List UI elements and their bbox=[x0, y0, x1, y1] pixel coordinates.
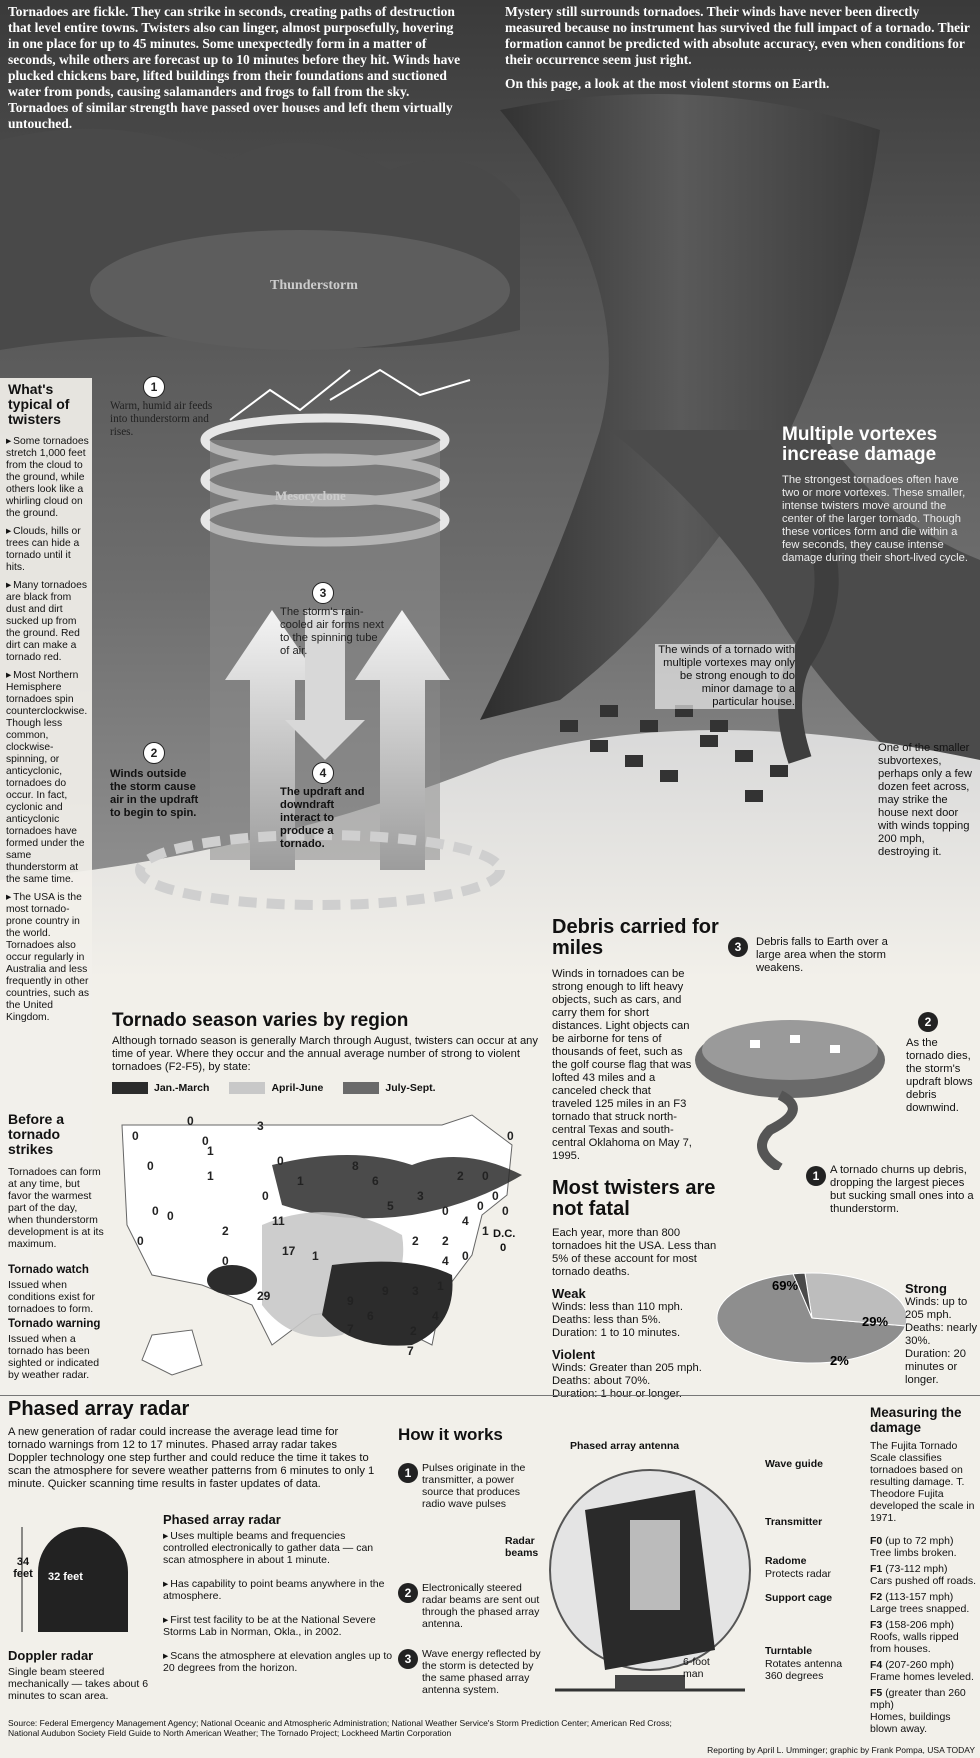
debris-body: Winds in tornadoes can be strong enough to lift heavy objects, such as cars, and carry them for short distances. Light objects can be airborne for tens of thousands of feet, such as the golf course flag that was lofted 43 miles and a canceled check that traveled 125 miles in an F3 tornado that struck north-central Texas and south-central Oklahoma on May 7, 1995. bbox=[552, 968, 692, 1162]
scale-row: F0 (up to 72 mph) Tree limbs broken. bbox=[870, 1535, 957, 1559]
violent-line-1: Winds: Greater than 205 mph. bbox=[552, 1362, 702, 1374]
typical-list bbox=[6, 436, 90, 1030]
map-state-value: 3 bbox=[257, 1119, 264, 1133]
strikes-title: Before a tornado strikes bbox=[8, 1111, 65, 1157]
map-state-value: 0 bbox=[147, 1159, 154, 1173]
weak-line-1: Winds: less than 110 mph. bbox=[552, 1301, 683, 1313]
phased-bullet: ▸ Has capability to point beams anywhere in the atmosphere. bbox=[163, 1578, 393, 1602]
map-state-value: 3 bbox=[417, 1189, 424, 1203]
map-state-value: 0 bbox=[132, 1129, 139, 1143]
typical-bullet: ▸ The USA is the most tornado-prone country in the world. Tornadoes also occur regularly in Australia and less frequently in other countries, such as the United Kingdom. bbox=[6, 892, 90, 1024]
map-state-value: 6 bbox=[367, 1309, 374, 1323]
how-step-1: Pulses originate in the transmitter, a power source that produces radio wave pulses bbox=[422, 1462, 526, 1510]
map-state-value: 17 bbox=[282, 1244, 296, 1258]
dc-label: D.C. bbox=[493, 1228, 516, 1240]
map-state-value: 0 bbox=[137, 1234, 144, 1248]
dim-height: 34 feet bbox=[13, 1556, 33, 1580]
legend-item: Jan.-March bbox=[112, 1082, 209, 1094]
map-state-value: 0 bbox=[502, 1204, 509, 1218]
step-1-marker: 1 bbox=[143, 376, 165, 398]
map-state-value: 0 bbox=[277, 1154, 284, 1168]
radar-body: A new generation of radar could increase the average lead time for tornado warnings from 12 to 17 minutes. Phased array radar takes Doppler technology one step further and could reduce the time it takes to scan the atmosphere for severe weather patterns from 6 minutes to only 1 minute. Quicker scanning time results in faster updates of data. bbox=[8, 1426, 375, 1490]
season-legend bbox=[112, 1082, 436, 1094]
label-radome-sub: Protects radar bbox=[765, 1568, 831, 1580]
step-3-marker: 3 bbox=[312, 582, 334, 604]
map-state-value: 2 bbox=[222, 1224, 229, 1238]
weak-title: Weak bbox=[552, 1286, 586, 1301]
measuring-body: The Fujita Tornado Scale classifies tornadoes based on resulting damage. T. Theodore Fujita developed the scale in 1971. bbox=[870, 1440, 975, 1524]
typical-bullet: ▸ Clouds, hills or trees can hide a tornado until it hits. bbox=[6, 526, 90, 574]
how-step-3: Wave energy reflected by the storm is detected by the same phased array antenna system. bbox=[422, 1648, 541, 1696]
map-state-value: 4 bbox=[432, 1309, 439, 1323]
typical-bullet: ▸ Some tornadoes stretch 1,000 feet from the cloud to the ground, while others look like a whirling cloud on the ground. bbox=[6, 436, 90, 520]
fujita-scale bbox=[870, 1535, 978, 1739]
map-state-value: 0 bbox=[507, 1129, 514, 1143]
pie-label: 2% bbox=[830, 1353, 849, 1368]
step-3-text: The storm's rain-cooled air forms next to the spinning tube of air. bbox=[280, 606, 384, 657]
us-map bbox=[112, 1105, 532, 1385]
map-state-value: 11 bbox=[272, 1214, 285, 1228]
doppler-bullet: Single beam steered mechanically — takes about 6 minutes to scan area. bbox=[8, 1666, 149, 1702]
map-state-value: 0 bbox=[462, 1249, 469, 1263]
fatal-body: Each year, more than 800 tornadoes hit the USA. Less than 5% of these account for most tornado deaths. bbox=[552, 1227, 717, 1278]
phased-bullet: ▸ First test facility to be at the National Severe Storms Lab in Norman, Okla., in 2002. bbox=[163, 1614, 393, 1638]
strong-text: Winds: up to 205 mph. Deaths: nearly 30%. Duration: 20 minutes or longer. bbox=[905, 1296, 978, 1386]
intro-right: Mystery still surrounds tornadoes. Their winds have never been directly measured because no instrument has survived the full impact of a tornado. Their formation cannot be predicted with absolute accuracy, even when conditions for their occurrence seem just right. bbox=[505, 4, 970, 67]
mesocyclone-label: Mesocyclone bbox=[275, 488, 346, 503]
vortex-callout-1: The winds of a tornado with multiple vortexes may only be strong enough to do minor damage to a particular house. bbox=[655, 644, 795, 709]
map-state-value: 6 bbox=[372, 1174, 379, 1188]
map-state-value: 1 bbox=[297, 1174, 304, 1188]
pie-chart bbox=[712, 1268, 912, 1368]
label-turntable: Turntable bbox=[765, 1645, 813, 1657]
map-state-value: 7 bbox=[347, 1322, 354, 1336]
label-radome: Radome bbox=[765, 1555, 807, 1567]
vortex-body: The strongest tornadoes often have two or more vortexes. These smaller, intense twisters move around the center of the larger tornado. Though these vortices form and die within a few seconds, they cause intense damage during their short-lived cycle. bbox=[782, 474, 968, 564]
how-step-2: Electronically steered radar beams are sent out through the phased array antenna. bbox=[422, 1582, 540, 1630]
dim-width: 32 feet bbox=[48, 1571, 83, 1583]
map-state-value: 2 bbox=[412, 1234, 419, 1248]
map-state-value: 29 bbox=[257, 1289, 271, 1303]
intro-left: Tornadoes are fickle. They can strike in seconds, creating paths of destruction that level entire towns. Twisters also can linger, almost purposefully, hovering in one place for up to 45 minutes. Some unexpectedly form in a matter of seconds, while others are forecast up to 10 minutes before they hit. Winds have plucked chickens bare, lifted buildings from their foundations and suctioned water from ponds, causing salamanders and frogs to fall from the sky. Tornadoes of similar strength have passed over houses and left them virtually untouched. bbox=[8, 4, 461, 131]
debris-step-2-marker: 2 bbox=[918, 1012, 938, 1032]
dc-value: 0 bbox=[500, 1242, 507, 1254]
radar-beams-label: Radar beams bbox=[505, 1535, 539, 1559]
map-state-value: 2 bbox=[442, 1234, 449, 1248]
legend-item: April-June bbox=[229, 1082, 323, 1094]
map-state-value: 0 bbox=[202, 1134, 209, 1148]
vortex-title: Multiple vortexes increase damage bbox=[782, 424, 938, 465]
scale-row: F3 (158-206 mph) Roofs, walls ripped from houses. bbox=[870, 1619, 959, 1655]
label-waveguide: Wave guide bbox=[765, 1458, 823, 1470]
map-state-value: 5 bbox=[387, 1199, 394, 1213]
how-step-2-marker: 2 bbox=[398, 1583, 418, 1603]
map-state-value: 0 bbox=[152, 1204, 159, 1218]
phased-sub-title: Phased array radar bbox=[163, 1512, 281, 1527]
label-turntable-sub: Rotates antenna 360 degrees bbox=[765, 1658, 843, 1682]
step-2-marker: 2 bbox=[143, 742, 165, 764]
map-state-value: 9 bbox=[382, 1284, 389, 1298]
map-state-value: 9 bbox=[347, 1294, 354, 1308]
debris-step-1-marker: 1 bbox=[806, 1166, 826, 1186]
map-state-value: 8 bbox=[352, 1159, 359, 1173]
map-state-value: 1 bbox=[437, 1279, 444, 1293]
phased-bullet: ▸ Uses multiple beams and frequencies controlled electronically to gather data — can scan atmosphere in about 1 minute. bbox=[163, 1530, 393, 1566]
intro-right-2: On this page, a look at the most violent storms on Earth. bbox=[505, 76, 830, 91]
debris-step-2: As the tornado dies, the storm's updraft blows debris downwind. bbox=[906, 1037, 973, 1114]
label-transmitter: Transmitter bbox=[765, 1516, 823, 1528]
debris-step-3-marker: 3 bbox=[728, 937, 748, 957]
map-state-value: 4 bbox=[442, 1254, 449, 1268]
map-state-value: 0 bbox=[187, 1114, 194, 1128]
vortex-callout-2: One of the smaller subvortexes, perhaps only a few dozen feet across, may strike the house next door with winds topping 200 mph, destroying it. bbox=[878, 742, 972, 858]
debris-bowl bbox=[690, 1000, 910, 1170]
label-man: 6-foot man bbox=[683, 1656, 710, 1680]
doppler-title: Doppler radar bbox=[8, 1648, 94, 1663]
map-state-value: 1 bbox=[207, 1144, 214, 1158]
legend-item: July-Sept. bbox=[343, 1082, 435, 1094]
measuring-title: Measuring the damage bbox=[870, 1405, 962, 1435]
how-step-3-marker: 3 bbox=[398, 1649, 418, 1669]
fatal-title: Most twisters are not fatal bbox=[552, 1177, 716, 1220]
how-step-1-marker: 1 bbox=[398, 1463, 418, 1483]
map-state-value: 0 bbox=[167, 1209, 174, 1223]
scale-row: F4 (207-260 mph) Frame homes leveled. bbox=[870, 1659, 974, 1683]
map-state-value: 3 bbox=[412, 1284, 419, 1298]
violent-line-3: Duration: 1 hour or longer. bbox=[552, 1388, 682, 1400]
label-cage: Support cage bbox=[765, 1592, 833, 1604]
strong-title: Strong bbox=[905, 1281, 947, 1296]
step-2-text: Winds outside the storm cause air in the updraft to begin to spin. bbox=[110, 768, 199, 819]
map-state-value: 2 bbox=[410, 1324, 417, 1338]
map-state-value: 4 bbox=[462, 1214, 469, 1228]
map-state-value: 0 bbox=[222, 1254, 229, 1268]
debris-title: Debris carried for miles bbox=[552, 916, 719, 959]
map-state-value: 1 bbox=[482, 1224, 489, 1238]
pie-slice-strong bbox=[805, 1273, 907, 1326]
map-state-value: 0 bbox=[262, 1189, 269, 1203]
how-title: How it works bbox=[398, 1425, 503, 1444]
phased-list bbox=[163, 1530, 393, 1680]
thunderstorm-label: Thunderstorm bbox=[270, 278, 358, 293]
debris-step-3: Debris falls to Earth over a large area when the storm weakens. bbox=[756, 936, 888, 974]
credit-line: Reporting by April L. Umminger; graphic by Frank Pompa, USA TODAY bbox=[707, 1745, 975, 1755]
violent-title: Violent bbox=[552, 1347, 596, 1362]
label-antenna: Phased array antenna bbox=[570, 1440, 680, 1452]
watch-title: Tornado watch bbox=[8, 1264, 89, 1276]
debris-step-1: A tornado churns up debris, dropping the largest pieces but sucking small ones into a thunderstorm. bbox=[830, 1164, 974, 1215]
weak-line-2: Deaths: less than 5%. bbox=[552, 1314, 661, 1326]
season-title: Tornado season varies by region bbox=[112, 1010, 409, 1031]
map-state-value: 0 bbox=[482, 1169, 489, 1183]
phased-bullet: ▸ Scans the atmosphere at elevation angles up to 20 degrees from the horizon. bbox=[163, 1650, 393, 1674]
map-state-value: 0 bbox=[492, 1189, 499, 1203]
pie-label: 69% bbox=[772, 1278, 799, 1293]
pie-label: 29% bbox=[862, 1314, 889, 1329]
weak-line-3: Duration: 1 to 10 minutes. bbox=[552, 1327, 681, 1339]
violent-line-2: Deaths: about 70%. bbox=[552, 1375, 651, 1387]
typical-bullet: ▸ Many tornadoes are black from dust and dirt sucked up from the ground. Red dirt can make a tornado red. bbox=[6, 580, 90, 664]
map-state-value: 7 bbox=[407, 1344, 414, 1358]
scale-row: F2 (113-157 mph) Large trees snapped. bbox=[870, 1591, 970, 1615]
step-4-marker: 4 bbox=[312, 762, 334, 784]
step-1-text: Warm, humid air feeds into thunderstorm and rises. bbox=[110, 400, 213, 438]
source-line: Source: Federal Emergency Management Agency; National Oceanic and Atmospheric Administration; National Weather Service's Storm Prediction Center; American Red Cross; National Audubon Society Field Guide to North American Weather; The Tornado Project; Lockheed Martin Corporation bbox=[8, 1718, 672, 1738]
strikes-body: Tornadoes can form at any time, but favor the warmest part of the day, when thunderstorm development is at its maximum. bbox=[8, 1166, 104, 1250]
typical-bullet: ▸ Most Northern Hemisphere tornadoes spin counterclockwise. Though less common, clockwise-spinning, or anticyclonic, tornadoes do occur. In fact, cyclonic and anticyclonic tornadoes have formed under the same thunderstorm at the same time. bbox=[6, 670, 90, 886]
map-state-value: 2 bbox=[457, 1169, 464, 1183]
warning-title: Tornado warning bbox=[8, 1318, 101, 1330]
typical-title: What's typical of twisters bbox=[8, 381, 70, 427]
season-body: Although tornado season is generally March through August, twisters can occur at any time of year. Where they occur and the annual average number of strong to violent tornadoes (F2-F5), by state: bbox=[112, 1035, 538, 1073]
scale-row: F1 (73-112 mph) Cars pushed off roads. bbox=[870, 1563, 977, 1587]
map-state-value: 1 bbox=[312, 1249, 319, 1263]
warning-body: Issued when a tornado has been sighted or indicated by weather radar. bbox=[8, 1333, 100, 1381]
section-divider bbox=[0, 1395, 980, 1396]
map-state-value: 0 bbox=[477, 1199, 484, 1213]
radar-title: Phased array radar bbox=[8, 1398, 190, 1420]
step-4-text: The updraft and downdraft interact to produce a tornado. bbox=[280, 786, 365, 850]
map-state-value: 0 bbox=[442, 1204, 449, 1218]
watch-body: Issued when conditions exist for tornadoes to form. bbox=[8, 1279, 95, 1315]
scale-row: F5 (greater than 260 mph) Homes, buildings blown away. bbox=[870, 1687, 966, 1735]
map-state-value: 1 bbox=[207, 1169, 214, 1183]
